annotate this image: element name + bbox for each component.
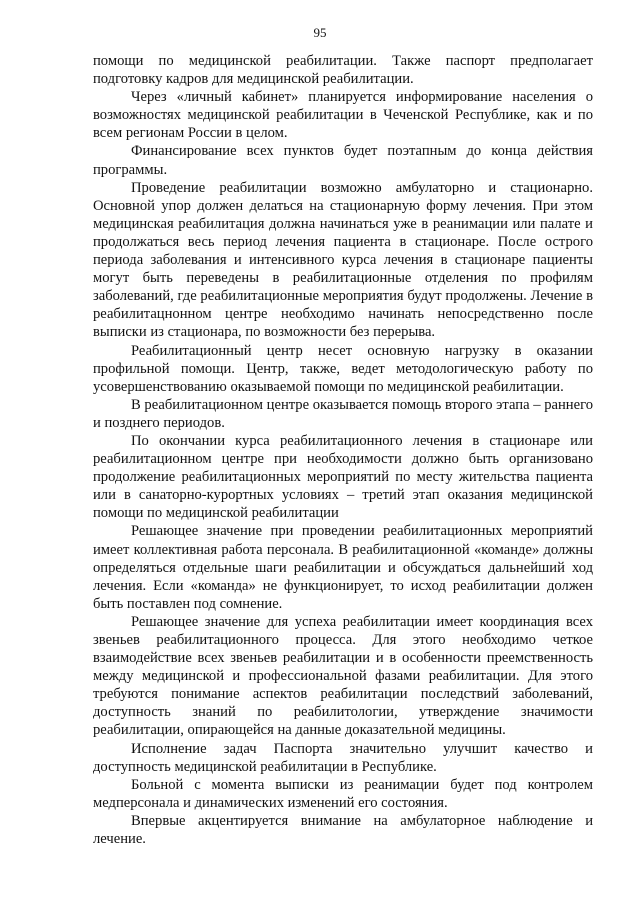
paragraph-5: Реабилитационный центр несет основную нагрузку в оказании профильной помощи. Центр, также, ведет методологическую работу по усовершенствованию оказываемой помощи по медицинской реабилитации.: [93, 342, 593, 395]
paragraph-6: В реабилитационном центре оказывается помощь второго этапа – раннего и позднего периодов.: [93, 396, 593, 431]
page-number: 95: [313, 25, 327, 40]
paragraph-7: По окончании курса реабилитационного лечения в стационаре или реабилитационном центре при необходимости должно быть организовано продолжение реабилитационных мероприятий по месту жительства пациента или в санаторно-курортных условиях – третий этап оказания медицинской помощи по медицинской реабилитации: [93, 432, 593, 522]
paragraph-2: Через «личный кабинет» планируется информирование населения о возможностях медицинской реабилитации в Чеченской Республике, как и по всем регионам России в целом.: [93, 89, 593, 142]
paragraph-3: Финансирование всех пунктов будет поэтапным до конца действия программы.: [93, 143, 593, 178]
paragraph-10: Исполнение задач Паспорта значительно улучшит качество и доступность медицинской реабилитации в Республике.: [93, 740, 593, 775]
paragraph-9: Решающее значение для успеха реабилитации имеет координация всех звеньев реабилитационного процесса. Для этого необходимо четкое взаимодействие всех звеньев реабилитации и в особенности преемственность между медицинской и профессиональной фазами реабилитации. Для этого требуются понимание аспектов реабилитации последствий заболеваний, доступность знаний по реабилитологии, утверждение значимости реабилитации, опирающейся на данные доказательной медицины.: [93, 613, 593, 739]
paragraph-12: Впервые акцентируется внимание на амбулаторное наблюдение и лечение.: [93, 812, 593, 848]
paragraph-1: помощи по медицинской реабилитации. Также паспорт предполагает подготовку кадров для медицинской реабилитации.: [93, 53, 593, 88]
paragraph-11: Больной с момента выписки из реанимации будет под контролем медперсонала и динамических изменений его состояния.: [93, 776, 593, 811]
paragraph-4: Проведение реабилитации возможно амбулаторно и стационарно. Основной упор должен делаться на стационарную форму лечения. При этом медицинская реабилитация должна начинаться уже в реанимации или палате и продолжаться весь период лечения пациента в стационаре. После острого периода заболевания и интенсивного курса лечения в стационаре пациенты могут быть переведены в реабилитационные отделения по профилям заболеваний, где реабилитационные мероприятия будут продолжены. Лечение в реабилитацнонном центре необходимо начинать непосредственно после выписки из стационара, по возможности без перерыва.: [93, 179, 593, 341]
paragraph-8: Решающее значение при проведении реабилитационных мероприятий имеет коллективная работа персонала. В реабилитационной «команде» должны определяться отдельные шаги реабилитации и обсуждаться дальнейший ход лечения. Если «команда» не функционирует, то исход реабилитации должен быть поставлен под сомнение.: [93, 523, 593, 612]
document-body: [93, 52, 593, 848]
